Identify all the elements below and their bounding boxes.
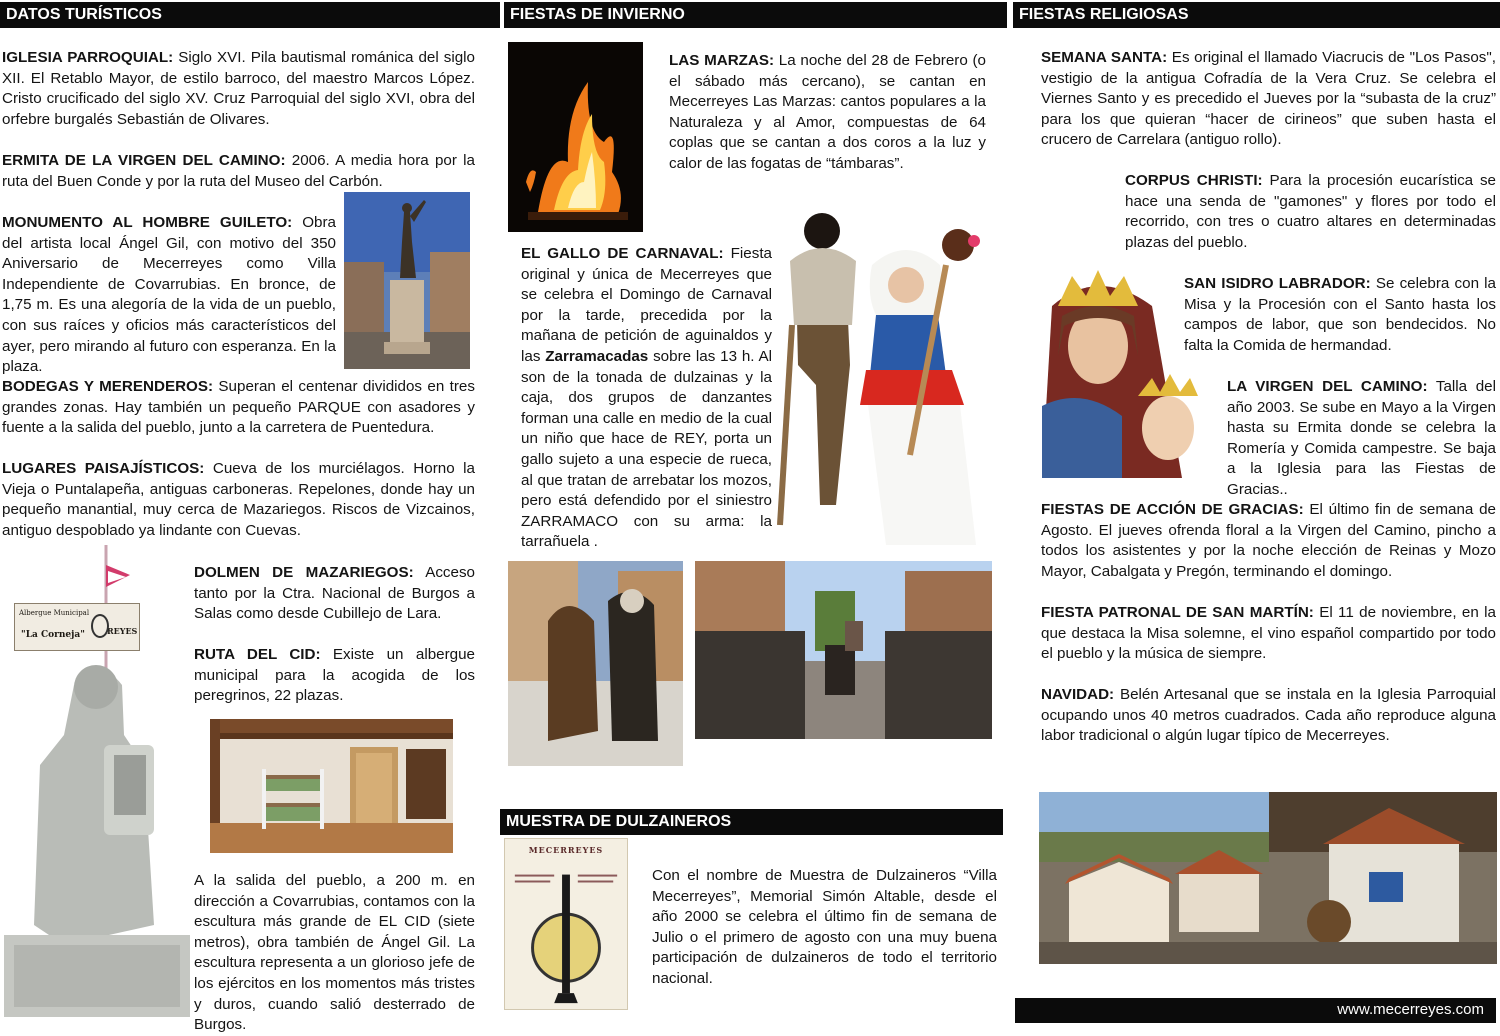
navidad-text: Belén Artesanal que se instala en la Iglesia Parroquial ocupando unos 40 metros cuadrados. Cada año reproduce alguna labor tradicional o algún lugar típico de Mecerreyes.: [1041, 686, 1496, 745]
virgen-title: LA VIRGEN DEL CAMINO:: [1227, 378, 1428, 395]
dolmen-text: Acceso tanto por la Ctra. Nacional de Burgos a Salas como desde Cubillejo de Lara.: [194, 564, 475, 623]
corpus-text: Para la procesión eucarística se hace una senda de "gamones" y flores por todo el recorrido, con tres o cuatro altares en determinadas plazas del pueblo.: [1125, 172, 1496, 251]
lugares-text: Cueva de los murciélagos. Horno la Vieja o Puntalapeña, antiguas carboneras. Repelones, donde hay un pequeño manantial, muy cerca de Mazariegos. Riscos de Vizcainos, antiguo despoblado ya lindante con Cuevas.: [2, 460, 476, 539]
header-fiestas-religiosas: FIESTAS RELIGIOSAS: [1013, 2, 1500, 28]
ermita-text: 2006. A media hora por la ruta del Buen Conde y por la ruta del Museo del Carbón.: [2, 152, 475, 190]
albergue-sign: [14, 603, 140, 651]
virgin-statue-photo: [1042, 266, 1202, 478]
nativity-village-photo: [1039, 792, 1497, 964]
albergue-sign-logo-icon: [91, 614, 109, 638]
bodegas-title: BODEGAS Y MERENDEROS:: [2, 378, 214, 395]
section-ermita: [2, 151, 475, 192]
street-dance-photo: [695, 561, 992, 739]
footer-url[interactable]: www.mecerreyes.com: [1015, 998, 1496, 1023]
poster-title: MECERREYES: [528, 845, 604, 855]
accion-text: El último fin de semana de Agosto. El jueves ofrenda floral a la Virgen del Camino, pincho a todos los asistentes y por la noche elección de Reinas y Mozo Mayor, Cabalgata y Pregón, terminando el domingo.: [1041, 501, 1496, 580]
section-navidad: [1041, 685, 1496, 747]
monumento-title: MONUMENTO AL HOMBRE GUILETO:: [2, 214, 293, 231]
section-lugares: [2, 459, 475, 541]
section-monumento: [2, 213, 336, 378]
monumento-text: Obra del artista local Ángel Gil, con motivo del 350 Aniversario de Mecerreyes como Villa Independiente de Covarrubias. En bronce, de 1,75 m. Es una alegoría de la vida de un pueblo, con sus raíces y oficios más característicos del ayer, pero mirando al futuro con esperanza. En la plaza.: [2, 214, 337, 376]
gallo-title: EL GALLO DE CARNAVAL:: [521, 245, 724, 262]
navidad-title: NAVIDAD:: [1041, 686, 1115, 703]
isidro-text: Se celebra con la Misa y la Procesión con el Santo hasta los campos de labor, que son bendecidos. No falta la Comida de hermandad.: [1184, 275, 1497, 354]
albergue-room-photo: [210, 719, 453, 853]
section-dolmen: [194, 563, 475, 625]
section-corpus: [1125, 171, 1496, 253]
dulzaineros-poster: [504, 838, 628, 1010]
martin-title: FIESTA PATRONAL DE SAN MARTÍN:: [1041, 604, 1314, 621]
isidro-title: SAN ISIDRO LABRADOR:: [1184, 275, 1371, 292]
header-datos-turisticos: DATOS TURÍSTICOS: [0, 2, 500, 28]
gallo-text2: sobre las 13 h. Al son de la tonada de dulzainas y la caja, dos grupos de danzantes forman una calle en medio de la cual un niño que hace de REY, porta un gallo sujeto a una especie de rueca, al que tratan de arrebatar los mozos, pero está defendido por el siniestro ZARRAMACO con su arma: la tarrañuela .: [521, 347, 773, 551]
section-iglesia: [2, 48, 475, 130]
ermita-title: ERMITA DE LA VIRGEN DEL CAMINO:: [2, 152, 286, 169]
iglesia-title: IGLESIA PARROQUIAL:: [2, 49, 174, 66]
section-ruta-cid: [194, 645, 475, 707]
albergue-sign-line1: Albergue Municipal: [19, 609, 90, 617]
header-fiestas-invierno: FIESTAS DE INVIERNO: [504, 2, 1007, 28]
ruta-title: RUTA DEL CID:: [194, 646, 321, 663]
lugares-title: LUGARES PAISAJÍSTICOS:: [2, 460, 205, 477]
section-semana-santa: [1041, 48, 1496, 151]
martin-text: El 11 de noviembre, en la que destaca la Misa solemne, el vino español compartido por todo el pueblo y la música de siempre.: [1041, 604, 1496, 663]
gallo-text1: Fiesta original y única de Mecerreyes que se celebra el Domingo de Carnaval por la tarde, precedida por la mañana de petición de aguinaldos y las: [521, 245, 772, 365]
bonfire-photo: [508, 42, 643, 232]
zarramaco-photo: [508, 561, 683, 766]
gallo-bold: Zarramacadas: [545, 347, 649, 365]
monument-photo: [344, 192, 470, 369]
section-bodegas: [2, 377, 475, 439]
bodegas-text: Superan el centenar divididos en tres grandes zonas. Hay también un pequeño PARQUE con asadores y fuente a la salida del pueblo, junto a la carretera de Puentedura.: [2, 378, 475, 437]
semana-text: Es original el llamado Viacrucis de "Los Pasos", vestigio de la antigua Cofradía de la Vera Cruz. Se celebra el Viernes Santo y es precedido el Jueves por la “subasta de la cruz” para los que quieran “hacer de cirineos” que suben hasta el crucero de Carrelara (antiguo rollo).: [1041, 49, 1496, 149]
albergue-sign-brand: REYES: [107, 626, 138, 636]
corpus-title: CORPUS CHRISTI:: [1125, 172, 1263, 189]
section-dulzaineros: Con el nombre de Muestra de Dulzaineros “Villa Mecerreyes”, Memorial Simón Altable, desde el año 2000 se celebra el último fin de semana de Julio o el primero de agosto con una muy buena participación de dulzaineros de todo el territorio nacional.: [652, 867, 997, 987]
carnival-figures-image: [776, 205, 1000, 557]
marzas-text: La noche del 28 de Febrero (o el sábado más cercano), se cantan en Mecerreyes Las Marzas: cantos populares a la Naturaleza y al Amor, compuestas de 64 coplas que se cantan a dos coros a la luz y calor de las fogatas de “támbaras”.: [669, 52, 986, 172]
section-marzas: [669, 51, 986, 175]
section-escultura: A la salida del pueblo, a 200 m. en dirección a Covarrubias, contamos con la escultura más grande de EL CID (siete metros), obra también de Ángel Gil. La escultura representa a un glorioso jefe de los ejércitos en los momentos más tristes y duros, cuando salió desterrado de Burgos.: [194, 872, 475, 1034]
header-muestra-dulzaineros: MUESTRA DE DULZAINEROS: [500, 809, 1003, 835]
accion-title: FIESTAS DE ACCIÓN DE GRACIAS:: [1041, 501, 1304, 518]
semana-title: SEMANA SANTA:: [1041, 49, 1168, 66]
virgen-text: Talla del año 2003. Se sube en Mayo a la Virgen hasta su Ermita donde se celebra la Romería y Comida campestre. Se baja a la Iglesia para las Fiestas de Gracias..: [1227, 378, 1496, 498]
dolmen-title: DOLMEN DE MAZARIEGOS:: [194, 564, 414, 581]
albergue-sign-line2: "La Corneja": [21, 630, 85, 640]
section-san-isidro: [1184, 274, 1496, 356]
marzas-title: LAS MARZAS:: [669, 52, 775, 69]
section-san-martin: [1041, 603, 1496, 665]
iglesia-text: Siglo XVI. Pila bautismal románica del siglo XII. El Retablo Mayor, de estilo barroco, del maestro Marcos López. Cristo crucificado del siglo XV. Cruz Parroquial del siglo XVI, obra del orfebre burgalés Sebastián de Olivares.: [2, 49, 475, 128]
section-virgen-camino: [1227, 377, 1496, 501]
section-gallo: [521, 244, 772, 553]
section-accion-gracias: [1041, 500, 1496, 582]
ruta-text: Existe un albergue municipal para la acogida de los peregrinos, 22 plazas.: [194, 646, 475, 705]
